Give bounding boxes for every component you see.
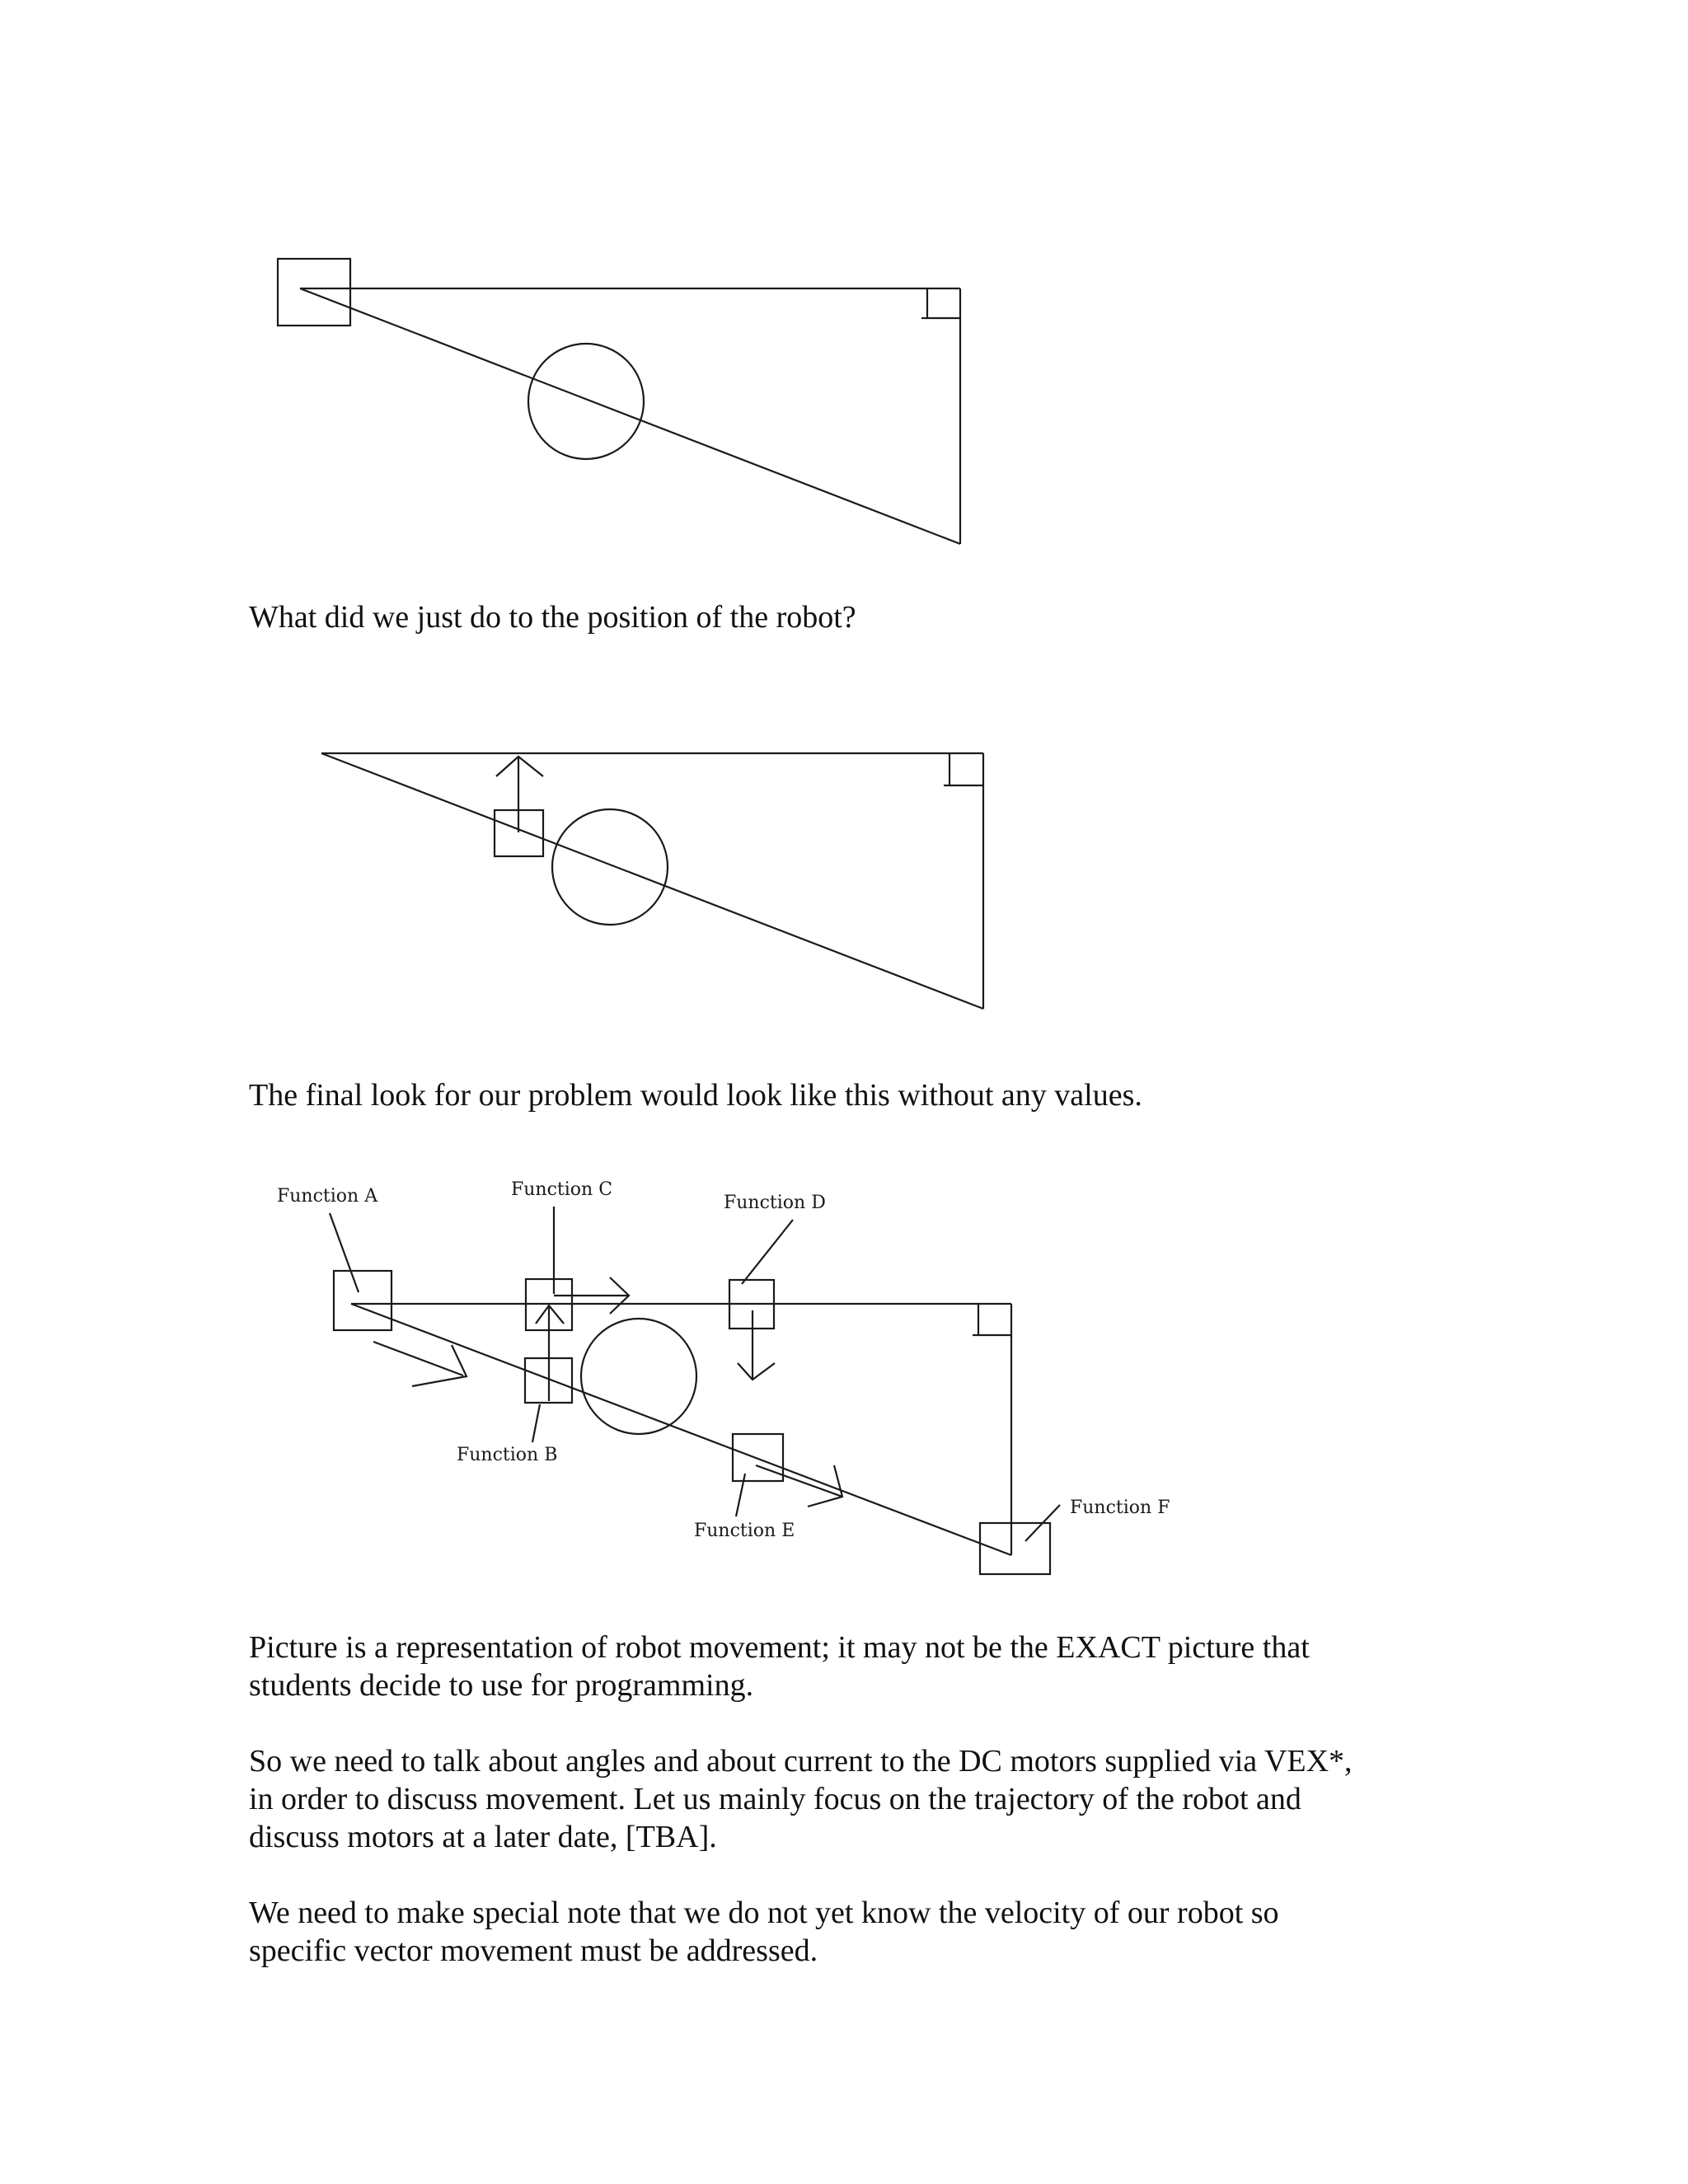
figure-1-triangle-path (0, 0, 1688, 577)
pointer-e (736, 1474, 745, 1516)
hypotenuse (300, 288, 960, 544)
up-arrow-head-icon (496, 757, 543, 776)
paragraph-representation: Picture is a representation of robot movement; it may not be the EXACT picture that students decide to use for programming. (249, 1630, 1310, 1703)
robot-square (278, 259, 350, 326)
down-arrow-head-icon-d (738, 1363, 775, 1380)
figure-2-robot-moved (0, 725, 1688, 1022)
right-angle-marker (927, 288, 960, 318)
robot-square-f (980, 1523, 1050, 1574)
move-arrow-a (373, 1342, 463, 1376)
right-angle-marker (978, 1304, 1011, 1335)
robot-square-e (733, 1434, 783, 1481)
label-function-a: Function A (277, 1186, 378, 1207)
obstacle-circle (581, 1319, 696, 1434)
figure-3-robot-functions (0, 1170, 1688, 1599)
pointer-d (742, 1220, 793, 1284)
label-function-c: Function C (511, 1179, 613, 1200)
label-function-e: Function E (694, 1521, 795, 1541)
pointer-b (532, 1404, 540, 1442)
question-text: What did we just do to the position of the robot? (249, 600, 856, 635)
obstacle-circle (528, 344, 644, 459)
hypotenuse (321, 753, 983, 1009)
paragraph-angles-current: So we need to talk about angles and about current to the DC motors supplied via VEX*, in order to discuss movement. Let us mainly focus on the trajectory of the robot and discuss motors at a later date, [TBA]. (249, 1744, 1353, 1854)
label-function-f: Function F (1070, 1497, 1170, 1518)
label-function-b: Function B (457, 1445, 558, 1465)
paragraph-velocity-note: We need to make special note that we do not yet know the velocity of our robot so specific vector movement must be addressed. (249, 1896, 1279, 1968)
figure-caption: The final look for our problem would look like this without any values. (249, 1078, 1142, 1113)
right-angle-marker (950, 753, 983, 785)
hypotenuse (351, 1304, 1011, 1555)
label-function-d: Function D (724, 1193, 826, 1213)
robot-square-a (334, 1271, 392, 1330)
obstacle-circle (552, 809, 668, 925)
